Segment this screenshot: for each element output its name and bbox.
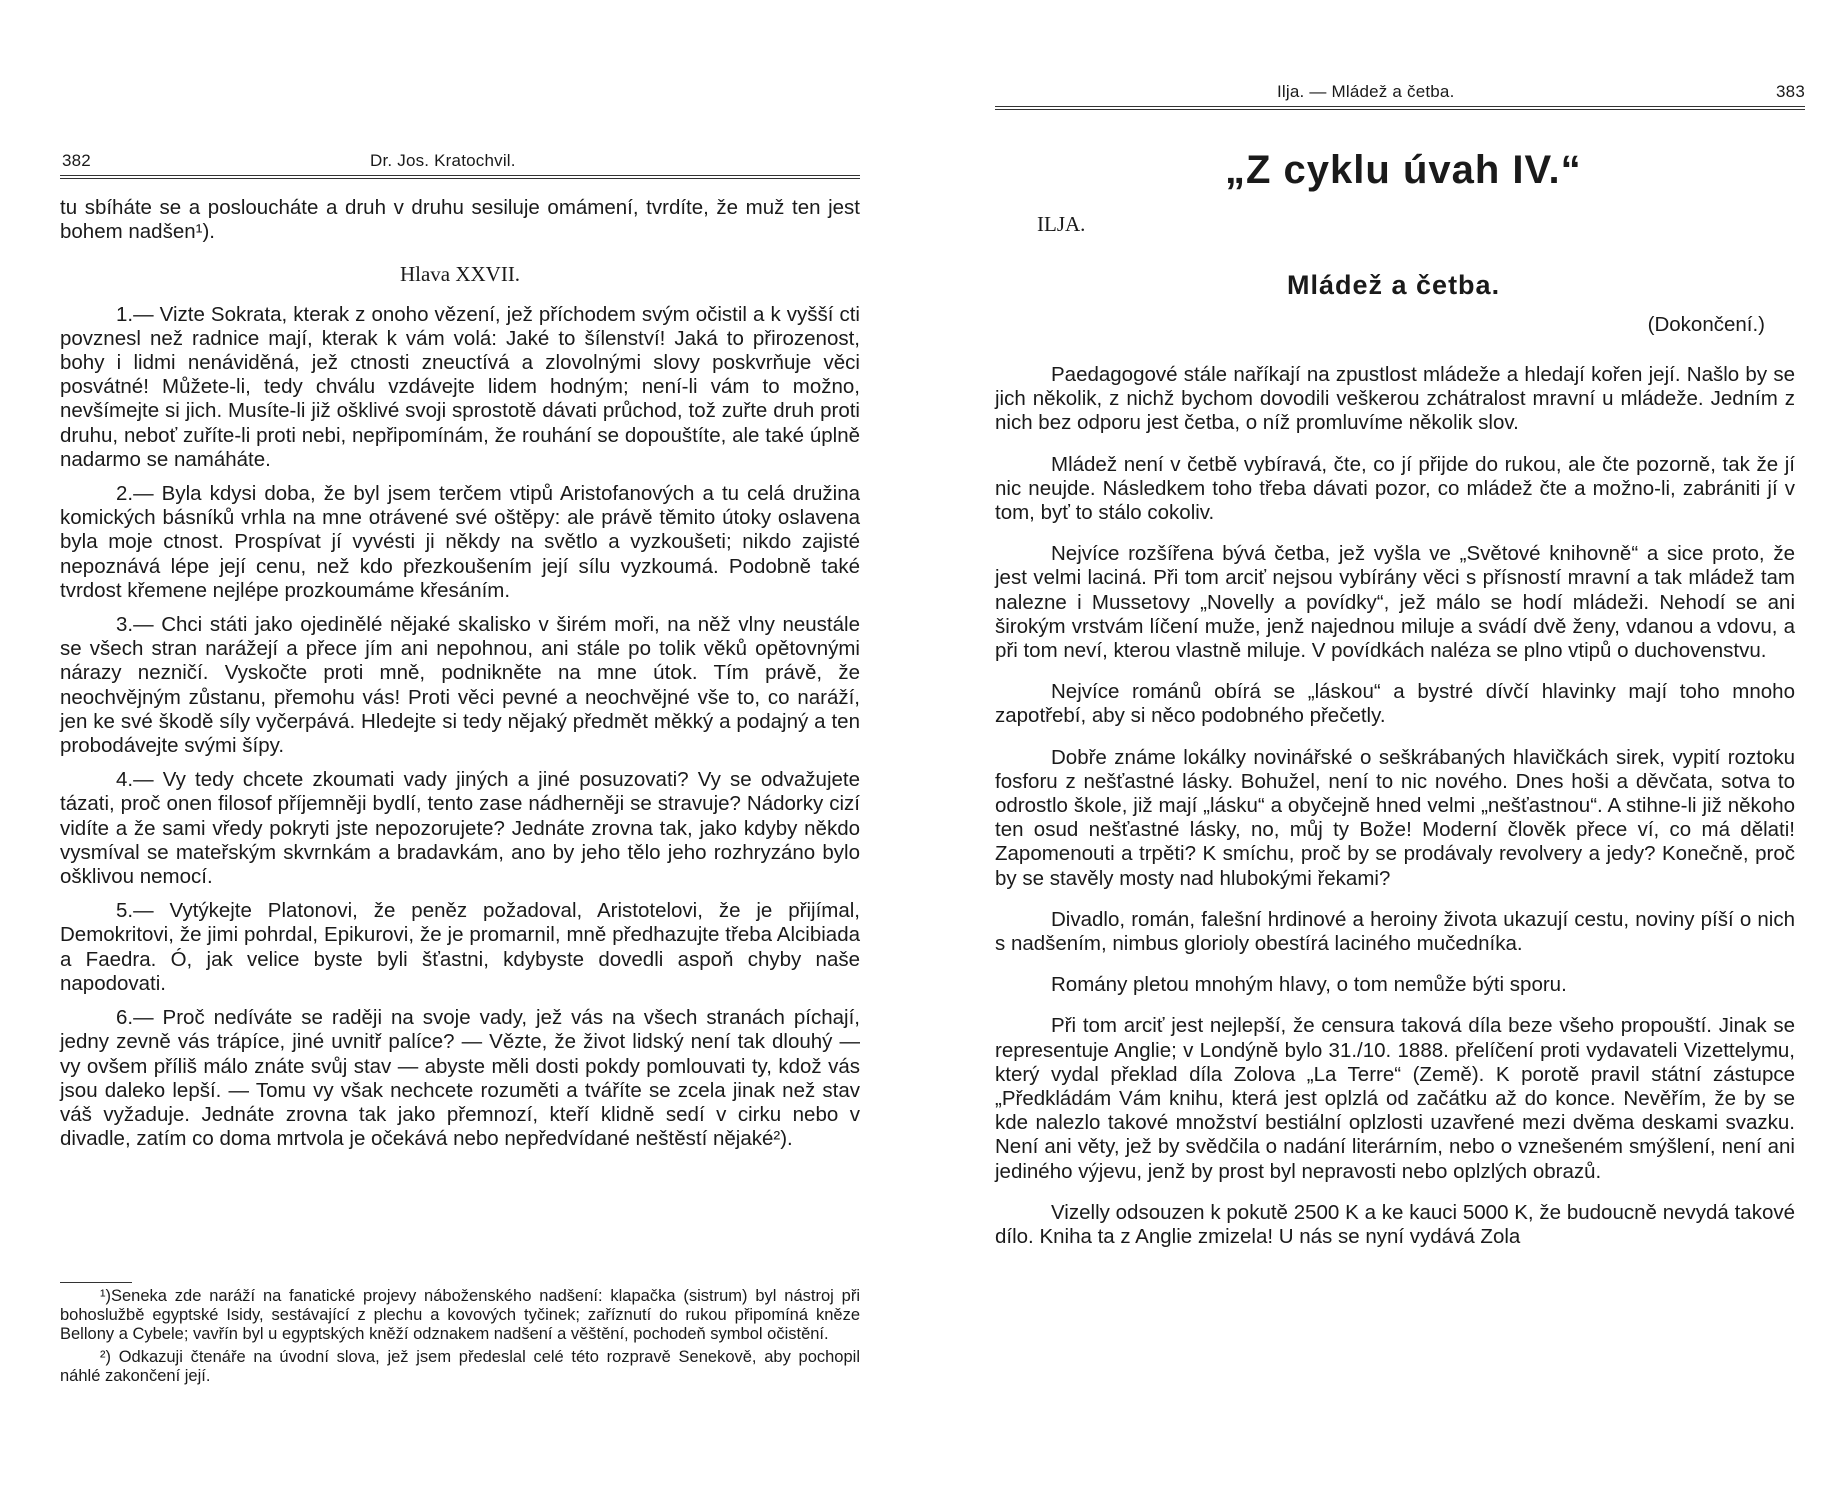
chapter-heading: Hlava XXVII. <box>399 262 521 287</box>
paragraph: Romány pletou mnohým hlavy, o tom nemůže býti sporu. <box>1051 973 1567 997</box>
paragraph: Divadlo, román, falešní hrdinové a heroiny života ukazují cestu, noviny píší o nich s nadšením, nimbus glorioly obestírá laciného mučedníka. <box>995 907 1795 956</box>
cycle-title: „Z cyklu úvah IV.“ <box>1225 148 1582 192</box>
paragraph: Dobře známe lokálky novinářské o seškrábaných hlavičkách sirek, vypití roztoku fosforu z nešťastné lásky. Bohužel, není to nic nového. Dnes hoši a děvčata, sotva to odrostlo škole, již mají „lásku“ a obyčejně hned velmi „nešťastnou“. A stihne-li již někoho ten osud nešťastné lásky, no, můj ty Bože! Moderní člověk přece ví, co má dělati! Zapomenouti a trpěti? K smíchu, proč by se prodávaly revolvery a jedy? Konečně, proč by se stavěly mosty nad hlubokými řekami? <box>995 745 1795 890</box>
article-title: Mládež a četba. <box>1287 270 1501 300</box>
author-name: ILJA. <box>1037 212 1086 236</box>
paragraph: 6.— Proč nedíváte se raději na svoje vady, jež vás na všech stranách píchají, jedny zevně vás trápíce, jiné uvnitř palíce? — Vězte, že život lidský není tak dlouhý — vy ovšem příliš málo znáte svůj stav — abyste měli dosti pokdy pomlouvati ty, kdož vás jsou daleko lepší. — Tomu vy však nechcete rozuměti a tváříte se zcela jinak než stav váš vyžaduje. Jednáte zrovna tak jako přemnozí, kteří klidně sedí v cirku nebo v divadle, zatím co doma mrtvola je očekává nebo nepředvídané neštěstí nějaké²). <box>60 1006 860 1151</box>
paragraph: Vizelly odsouzen k pokutě 2500 K a ke kauci 5000 K, že budoucně nevydá takové dílo. Kniha ta z Anglie zmizela! U nás se nyní vydává Zola <box>995 1200 1795 1249</box>
page-number: 382 <box>62 151 91 170</box>
running-title: Dr. Jos. Kratochvil. <box>370 151 516 170</box>
footnotes <box>60 1287 860 1390</box>
paragraph: 3.— Chci státi jako ojedinělé nějaké skalisko v širém moři, na něž vlny neustále se všech stran narážejí a přece jím ani nepohnou, ani stále po tolik věků opětovnými nárazy nezničí. Vyskočte proti mně, podnikněte na mne útok. Tím právě, že neochvějným zůstanu, přemohu vás! Proti věci pevné a neochvějné vše to, co naráží, jen ke své škodě síly vyčerpává. Hledejte si tedy nějaký předmět měkký a podajný a ten probodávejte svými šípy. <box>60 613 860 758</box>
running-title: Ilja. — Mládež a četba. <box>1277 82 1455 101</box>
paragraph: Mládež není v četbě vybíravá, čte, co jí přijde do rukou, ale čte pozorně, tak že jí nic neujde. Následkem toho třeba dávati pozor, co mládež čte a možno-li, zabrániti jí v tom, byť to stálo cokoliv. <box>995 452 1795 525</box>
paragraph: 5.— Vytýkejte Platonovi, že peněz požadoval, Aristotelovi, že je přijímal, Demokritovi, že jimi pohrdal, Epikurovi, že je promarnil, mně předhazujte třeba Alcibiada a Faedra. Ó, jak velice byste byli šťastni, kdybyste dovedli aspoň chyby naše napodovati. <box>60 899 860 995</box>
continued-note: (Dokončení.) <box>1647 313 1765 336</box>
opening-paragraph: tu sbíháte se a posloucháte a druh v druhu sesiluje omámení, tvrdíte, že muž ten jest bohem nadšen¹). <box>60 196 860 244</box>
footnote: ²) Odkazuji čtenáře na úvodní slova, jež jsem předeslal celé této rozpravě Senekově, aby pochopil náhlé zakončení její. <box>60 1348 860 1385</box>
page-number: 383 <box>1776 82 1805 101</box>
paragraph: Při tom arciť jest nejlepší, že censura taková díla beze všeho propouští. Jinak se representuje Anglie; v Londýně bylo 31./10. 1888. přelíčení proti vydavateli Vizettelymu, který vydal překlad díla Zolova „La Terre“ (Země). K porotě pravil státní zástupce „Předkládám Vám knihu, která jest oplzlá od začátku až do konce. Nevěřím, že by se kde nalezlo takové množství bestiální oplzlosti uzavřené mezi dvěma deskami svazku. Není ani věty, jež by svědčila o nadání literárním, nebo o vznešeném smýšlení, není ani jediného výjevu, jenž by prost byl nepravosti nebo oplzlých obrazů. <box>995 1014 1795 1183</box>
footnote: ¹)Seneka zde naráží na fanatické projevy náboženského nadšení: klapačka (sistrum) byl nástroj při bohoslužbě egyptské Isidy, sestávající z plechu a kovových tyčinek; zaříznutí do rukou připomíná kněze Bellony a Cybele; vavřín byl u egyptských kněží odznakem nadšení a věštění, pochodeň symbol očistění. <box>60 1287 860 1343</box>
left-page <box>60 0 860 1500</box>
paragraph: Paedagogové stále naříkají na zpustlost mládeže a hledají kořen její. Našlo by se jich několik, z nichž bychom dovodili veškerou zchátralost mravní u mládeže. Jedním z nich bez odporu jest četba, o níž promluvíme několik slov. <box>995 363 1795 435</box>
paragraph: Nejvíce rozšířena bývá četba, jež vyšla ve „Světové knihovně“ a sice proto, že jest velmi laciná. Při tom arciť nejsou vybírány věci s přísností mravní a tak mládež tam nalezne i Mussetovy „Novelly a povídky“, jež málo se hodí mládeži. Nehodí se ani širokým vrstvám líčení muže, jenž najednou miluje a svádí dvě ženy, vdanou a vdovu, a při tom neví, kterou vlastně miluje. V povídkách naléza se plno vtipů o duchovenstvu. <box>995 542 1795 663</box>
paragraph: 1.— Vizte Sokrata, kterak z onoho vězení, jež příchodem svým očistil a k vyšší cti povznesl než radnice mají, kterak k vám volá: Jaké to šílenství! Jaká to přirozenost, bohy i lidmi nenáviděná, jež ctnosti zneuctívá a zlovolnými slovy poskvrňuje věci posvátné! Můžete-li, tedy chválu vzdávejte lidem hodným; není-li vám to možno, nevšímejte si jich. Musíte-li již ošklivé svoji sprostotě dávati průchod, tož zuřte druh proti druhu, neboť zuříte-li proti nebi, nepřipomínám, že rouhání se dopouštíte, ale také úplně nadarmo se namáháte. <box>60 302 860 471</box>
footnote-rule <box>60 1282 132 1283</box>
header-rule <box>995 106 1805 110</box>
right-page <box>995 0 1805 1500</box>
paragraph: 2.— Byla kdysi doba, že byl jsem terčem vtipů Aristofanových a tu celá družina komických básníků vrhla na mne otrávené své oštěpy: ale právě těmito útoky oslavena byla moje ctnost. Prospívat jí vyvésti ji někdy na světlo a vyzkoušeti; nikdo zajisté nepoznává lépe její cenu, než kdo přezkoušením její sílu vyzkoumá. Podobně také tvrdost křemene nejlépe prozkoumáme křesáním. <box>60 482 860 602</box>
paragraph: 4.— Vy tedy chcete zkoumati vady jiných a jiné posuzovati? Vy se odvažujete tázati, proč onen filosof příjemněji bydlí, tento zase nádherněji se stravuje? Nádorky cizí vidíte a že sami vředy pokryti jste nepozorujete? Jednáte zrovna tak, jako kdyby někdo vysmíval se mateřským skvrnkám a bradavkám, ano by jeho tělo jeho rozhryzáno bylo ošklivou nemocí. <box>60 768 860 889</box>
header-rule <box>60 175 860 179</box>
paragraph: Nejvíce románů obírá se „láskou“ a bystré dívčí hlavinky mají toho mnoho zapotřebí, aby si něco podobného přečetly. <box>995 680 1795 728</box>
right-body-text <box>995 363 1795 1266</box>
left-body-text <box>60 196 860 1161</box>
